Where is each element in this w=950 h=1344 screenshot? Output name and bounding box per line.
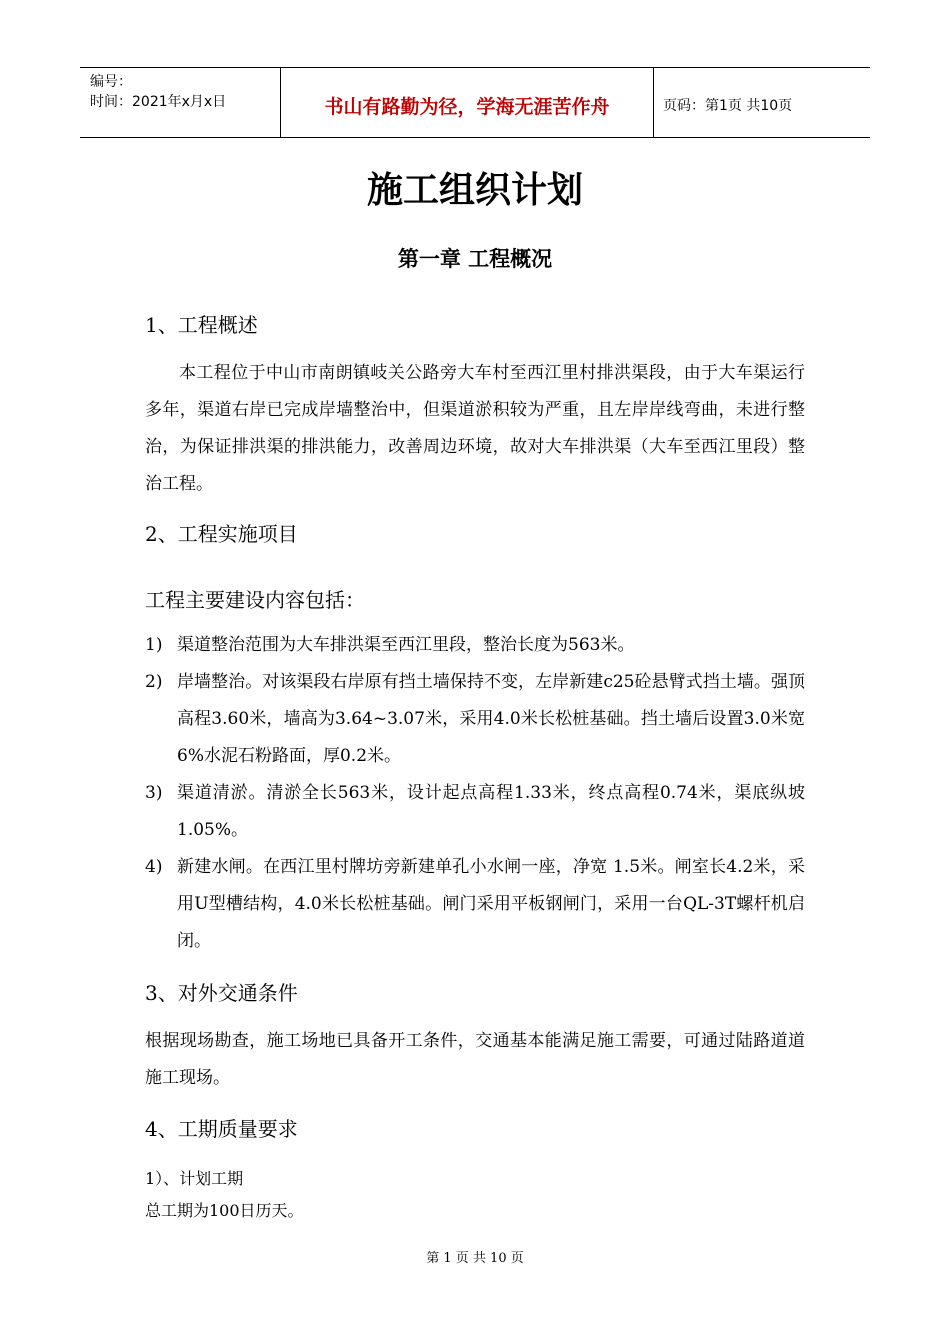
page-footer: 第 1 页 共 10 页: [426, 1251, 524, 1266]
document-number: 编号：: [90, 74, 132, 90]
list-item-text: 渠道整治范围为大车排洪渠至西江里段，整治长度为563米。: [177, 635, 635, 655]
list-item-number: 2): [145, 672, 163, 692]
section-3-paragraph: 根据现场勘查，施工场地已具备开工条件，交通基本能满足施工需要，可通过陆路道道施工现场。: [145, 1031, 805, 1088]
list-item-text: 新建水闸。在西江里村牌坊旁新建单孔小水闸一座，净宽 1.5米。闸室长4.2米，采用U型槽结构，4.0米长松桩基础。闸门采用平板钢闸门，采用一台QL-3T螺杆机启闭。: [177, 857, 805, 951]
header-meta-cell: [80, 68, 281, 137]
list-item-text: 岸墙整治。对该渠段右岸原有挡土墙保持不变，左岸新建c25砼悬臂式挡土墙。强顶高程3.60米，墙高为3.64~3.07米，采用4.0米长松桩基础。挡土墙后设置3.0米宽6%水泥石粉路面，厚0.2米。: [177, 672, 805, 766]
header-motto: 书山有路勤为径，学海无涯苦作舟: [324, 96, 610, 118]
header-page-cell: [654, 68, 870, 137]
document-title: 施工组织计划: [366, 169, 583, 211]
list-item: [145, 775, 805, 849]
list-item-number: 4): [145, 857, 163, 877]
section-heading-3: 3、对外交通条件: [145, 981, 298, 1005]
document-header: [80, 67, 870, 138]
list-item: [145, 849, 805, 960]
section-4-text: 总工期为100日历天。: [145, 1201, 304, 1220]
section-4-subheading: 1）、计划工期: [145, 1169, 244, 1188]
header-motto-cell: [281, 68, 654, 137]
section-2-intro: 工程主要建设内容包括：: [145, 588, 365, 612]
section-heading-2: 2、工程实施项目: [145, 522, 298, 546]
section-1-paragraph: 本工程位于中山市南朗镇岐关公路旁大车村至西江里村排洪渠段，由于大车渠运行多年，渠道右岸已完成岸墙整治中，但渠道淤积较为严重，且左岸岸线弯曲，未进行整治，为保证排洪渠的排洪能力，改善周边环境，故对大车排洪渠（大车至西江里段）整治工程。: [145, 363, 805, 494]
list-item-text: 渠道清淤。清淤全长563米，设计起点高程1.33米，终点高程0.74米，渠底纵坡1.05%。: [177, 783, 805, 840]
chapter-heading: 第一章 工程概况: [397, 246, 553, 271]
document-time: 时间：2021年x月x日: [90, 94, 227, 110]
list-item: [145, 627, 805, 664]
list-item: [145, 664, 805, 775]
list-item-number: 1): [145, 635, 163, 655]
section-heading-4: 4、工期质量要求: [145, 1117, 298, 1141]
list-item-number: 3): [145, 783, 163, 803]
section-heading-1: 1、工程概述: [145, 313, 258, 337]
header-page-number: 页码：第1页 共10页: [663, 98, 793, 114]
